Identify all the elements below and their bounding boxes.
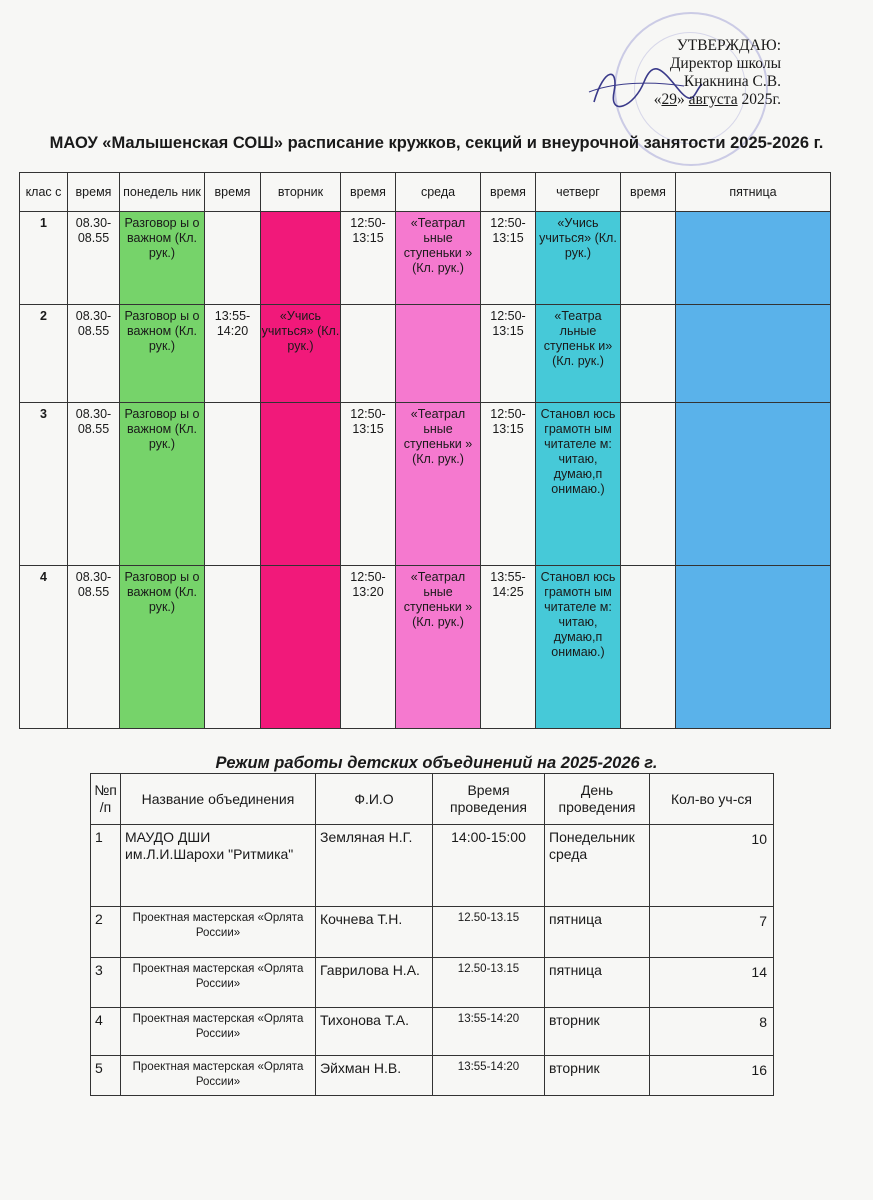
date-day: 29 <box>661 91 677 108</box>
associations-table <box>90 773 774 1096</box>
fio-cell: Гаврилова Н.А. <box>316 958 433 1008</box>
name-cell: МАУДО ДШИ им.Л.И.Шарохи "Ритмика" <box>121 825 316 907</box>
wednesday-cell: «Театрал ьные ступеньки » (Кл. рук.) <box>396 566 481 729</box>
header-fio: Ф.И.О <box>316 774 433 825</box>
approval-block <box>654 37 781 109</box>
time-cell: 12:50-13:15 <box>481 403 536 566</box>
count-cell: 10 <box>650 825 774 907</box>
friday-cell <box>676 212 831 305</box>
header-time-tue: время <box>205 173 261 212</box>
time-cell: 12:50-13:15 <box>481 212 536 305</box>
header-monday: понедель ник <box>120 173 205 212</box>
time-cell <box>621 566 676 729</box>
time-cell <box>621 305 676 403</box>
class-cell: 3 <box>20 403 68 566</box>
number-cell: 4 <box>91 1008 121 1056</box>
tuesday-cell <box>261 403 341 566</box>
date-month: августа <box>688 91 738 108</box>
approval-position: Директор школы <box>669 55 781 72</box>
time-cell: 08.30-08.55 <box>68 305 120 403</box>
friday-cell <box>676 305 831 403</box>
header-number: №п /п <box>91 774 121 825</box>
name-cell: Проектная мастерская «Орлята России» <box>121 1056 316 1096</box>
table-row <box>20 305 831 403</box>
count-cell: 14 <box>650 958 774 1008</box>
class-cell: 2 <box>20 305 68 403</box>
tuesday-cell: «Учись учиться» (Кл. рук.) <box>261 305 341 403</box>
fio-cell: Эйхман Н.В. <box>316 1056 433 1096</box>
time-cell: 12:50-13:15 <box>341 403 396 566</box>
table-row <box>20 566 831 729</box>
time-cell: 12:50-13:20 <box>341 566 396 729</box>
time-cell <box>341 305 396 403</box>
time-cell <box>205 566 261 729</box>
day-cell: пятница <box>545 907 650 958</box>
monday-cell: Разговор ы о важном (Кл. рук.) <box>120 566 205 729</box>
associations-title: Режим работы детских объединений на 2025-2026 г. <box>215 754 658 772</box>
monday-cell: Разговор ы о важном (Кл. рук.) <box>120 305 205 403</box>
wednesday-cell: «Театрал ьные ступеньки » (Кл. рук.) <box>396 212 481 305</box>
time-cell: 12:50-13:15 <box>341 212 396 305</box>
table-row <box>91 958 774 1008</box>
friday-cell <box>676 566 831 729</box>
header-time-mon: время <box>68 173 120 212</box>
time-cell: 08.30-08.55 <box>68 403 120 566</box>
table-row <box>91 825 774 907</box>
monday-cell: Разговор ы о важном (Кл. рук.) <box>120 212 205 305</box>
approval-date: «29» августа 2025г. <box>653 91 781 108</box>
wednesday-cell <box>396 305 481 403</box>
header-name: Название объединения <box>121 774 316 825</box>
time-cell: 12.50-13.15 <box>433 958 545 1008</box>
header-wednesday: среда <box>396 173 481 212</box>
thursday-cell: «Учись учиться» (Кл. рук.) <box>536 212 621 305</box>
header-thursday: четверг <box>536 173 621 212</box>
approval-name: Кнакнина С.В. <box>683 73 781 90</box>
header-class: клас с <box>20 173 68 212</box>
thursday-cell: Становл юсь грамотн ым читателе м: читаю, думаю,п онимаю.) <box>536 403 621 566</box>
time-cell <box>621 212 676 305</box>
header-day: День проведения <box>545 774 650 825</box>
class-cell: 4 <box>20 566 68 729</box>
fio-cell: Земляная Н.Г. <box>316 825 433 907</box>
name-cell: Проектная мастерская «Орлята России» <box>121 958 316 1008</box>
tuesday-cell <box>261 212 341 305</box>
day-cell: пятница <box>545 958 650 1008</box>
time-cell <box>205 403 261 566</box>
schedule-table <box>19 172 831 729</box>
schedule-header-row <box>20 173 831 212</box>
count-cell: 16 <box>650 1056 774 1096</box>
time-cell: 13:55-14:20 <box>433 1008 545 1056</box>
wednesday-cell: «Театрал ьные ступеньки » (Кл. рук.) <box>396 403 481 566</box>
count-cell: 7 <box>650 907 774 958</box>
time-cell: 08.30-08.55 <box>68 212 120 305</box>
table-row <box>91 1056 774 1096</box>
friday-cell <box>676 403 831 566</box>
number-cell: 1 <box>91 825 121 907</box>
time-cell: 13:55-14:20 <box>205 305 261 403</box>
time-cell: 14:00-15:00 <box>433 825 545 907</box>
header-count: Кол-во уч-ся <box>650 774 774 825</box>
time-cell: 12.50-13.15 <box>433 907 545 958</box>
day-cell: вторник <box>545 1008 650 1056</box>
class-cell: 1 <box>20 212 68 305</box>
page-title: МАОУ «Малышенская СОШ» расписание кружков, секций и внеурочной занятости 2025-2026 г. <box>49 134 824 152</box>
header-time-wed: время <box>341 173 396 212</box>
time-cell: 12:50-13:15 <box>481 305 536 403</box>
table-row <box>20 212 831 305</box>
table-row <box>20 403 831 566</box>
time-cell <box>621 403 676 566</box>
day-cell: вторник <box>545 1056 650 1096</box>
time-cell: 08.30-08.55 <box>68 566 120 729</box>
header-time-fri: время <box>621 173 676 212</box>
table-row <box>91 907 774 958</box>
fio-cell: Тихонова Т.А. <box>316 1008 433 1056</box>
number-cell: 5 <box>91 1056 121 1096</box>
count-cell: 8 <box>650 1008 774 1056</box>
number-cell: 2 <box>91 907 121 958</box>
header-time: Время проведения <box>433 774 545 825</box>
fio-cell: Кочнева Т.Н. <box>316 907 433 958</box>
tuesday-cell <box>261 566 341 729</box>
header-time-thu: время <box>481 173 536 212</box>
thursday-cell: Становл юсь грамотн ым читателе м: читаю, думаю,п онимаю.) <box>536 566 621 729</box>
monday-cell: Разговор ы о важном (Кл. рук.) <box>120 403 205 566</box>
name-cell: Проектная мастерская «Орлята России» <box>121 1008 316 1056</box>
header-tuesday: вторник <box>261 173 341 212</box>
name-cell: Проектная мастерская «Орлята России» <box>121 907 316 958</box>
associations-header-row <box>91 774 774 825</box>
header-friday: пятница <box>676 173 831 212</box>
date-year: 2025г. <box>741 91 781 108</box>
day-cell: Понедельник среда <box>545 825 650 907</box>
approval-heading: УТВЕРЖДАЮ: <box>676 37 781 54</box>
table-row <box>91 1008 774 1056</box>
number-cell: 3 <box>91 958 121 1008</box>
thursday-cell: «Театра льные ступеньк и» (Кл. рук.) <box>536 305 621 403</box>
time-cell <box>205 212 261 305</box>
time-cell: 13:55-14:20 <box>433 1056 545 1096</box>
time-cell: 13:55-14:25 <box>481 566 536 729</box>
